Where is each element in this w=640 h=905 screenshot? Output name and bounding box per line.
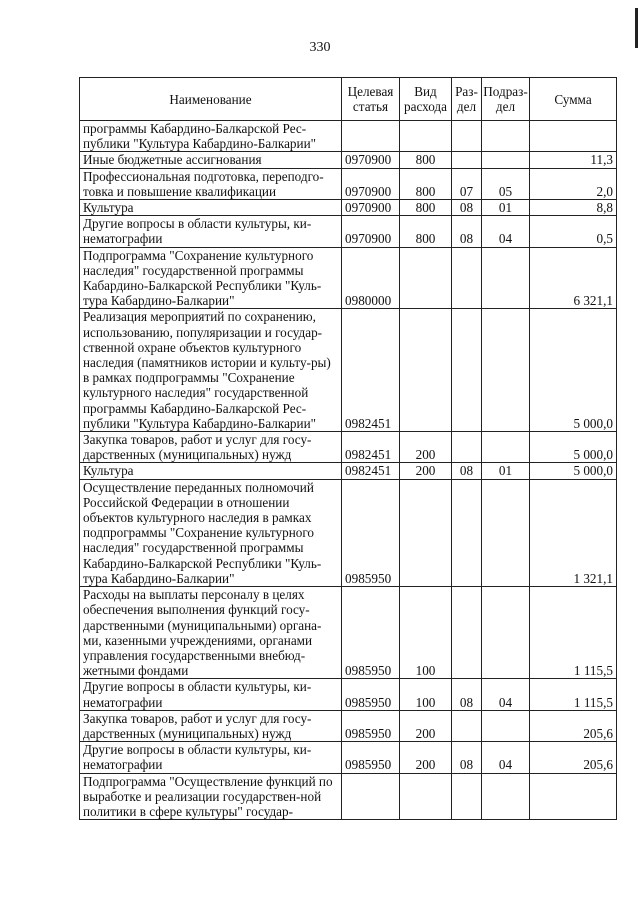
cell-section: 07 [452,168,482,199]
cell-name: Другие вопросы в области культуры, ки-нематографии [80,216,342,247]
cell-type: 200 [400,432,452,463]
cell-section: 08 [452,200,482,216]
cell-section: 08 [452,742,482,773]
header-target: Целевая статья [342,78,400,121]
header-sum: Сумма [530,78,617,121]
cell-target: 0985950 [342,742,400,773]
cell-subsection: 01 [482,463,530,479]
cell-target: 0985950 [342,479,400,586]
cell-sum: 5 000,0 [530,432,617,463]
cell-section: 08 [452,679,482,710]
table-row [80,587,617,679]
cell-type: 200 [400,463,452,479]
table-row [80,152,617,168]
cell-subsection: 04 [482,216,530,247]
cell-subsection [482,309,530,432]
header-name: Наименование [80,78,342,121]
cell-type [400,309,452,432]
cell-subsection [482,587,530,679]
cell-type: 800 [400,152,452,168]
table-row [80,479,617,586]
cell-name: Подпрограмма "Сохранение культурного наследия" государственной программы Кабардино-Балкарской Республики "Куль-тура Кабардино-Балкарии" [80,247,342,309]
cell-sum: 11,3 [530,152,617,168]
cell-section [452,773,482,820]
table-row [80,710,617,741]
cell-section [452,247,482,309]
cell-sum [530,121,617,152]
cell-subsection [482,432,530,463]
table-row [80,773,617,820]
table-row [80,679,617,710]
header-type: Вид расхода [400,78,452,121]
header-subsection: Подраз-дел [482,78,530,121]
table-row [80,121,617,152]
cell-type: 100 [400,587,452,679]
cell-name: Закупка товаров, работ и услуг для госу-дарственных (муниципальных) нужд [80,432,342,463]
cell-subsection [482,247,530,309]
cell-section [452,479,482,586]
cell-section [452,121,482,152]
cell-target: 0970900 [342,216,400,247]
cell-sum: 6 321,1 [530,247,617,309]
cell-sum: 1 115,5 [530,679,617,710]
cell-section [452,309,482,432]
cell-name: программы Кабардино-Балкарской Рес-публики "Культура Кабардино-Балкарии" [80,121,342,152]
cell-type [400,773,452,820]
table-row [80,168,617,199]
cell-name: Подпрограмма "Осуществление функций по выработке и реализации государствен-ной политики в сфере культуры" государ- [80,773,342,820]
cell-section [452,710,482,741]
cell-sum: 5 000,0 [530,463,617,479]
cell-subsection: 05 [482,168,530,199]
cell-sum: 8,8 [530,200,617,216]
cell-subsection [482,479,530,586]
table-row [80,200,617,216]
cell-sum: 1 321,1 [530,479,617,586]
cell-name: Иные бюджетные ассигнования [80,152,342,168]
cell-subsection: 04 [482,742,530,773]
cell-target: 0982451 [342,432,400,463]
cell-type: 200 [400,742,452,773]
cell-type: 800 [400,216,452,247]
table-row [80,247,617,309]
cell-section [452,152,482,168]
cell-sum: 1 115,5 [530,587,617,679]
cell-type [400,247,452,309]
page-number: 330 [309,40,331,55]
cell-sum: 2,0 [530,168,617,199]
cell-type [400,479,452,586]
cell-name: Другие вопросы в области культуры, ки-нематографии [80,742,342,773]
cell-type: 800 [400,200,452,216]
cell-type: 800 [400,168,452,199]
cell-subsection: 04 [482,679,530,710]
cell-name: Осуществление переданных полномочий Российской Федерации в отношении объектов культурного наследия в рамках подпрограммы "Сохранение культурного наследия" государственной программы Кабардино-Балкарской Республики "Куль-тура Кабардино-Балкарии" [80,479,342,586]
cell-target [342,121,400,152]
cell-target: 0970900 [342,200,400,216]
cell-section [452,432,482,463]
cell-sum: 5 000,0 [530,309,617,432]
cell-subsection [482,121,530,152]
cell-target: 0985950 [342,679,400,710]
cell-subsection [482,773,530,820]
cell-section: 08 [452,463,482,479]
cell-sum: 205,6 [530,742,617,773]
cell-type: 200 [400,710,452,741]
cell-name: Другие вопросы в области культуры, ки-нематографии [80,679,342,710]
cell-target: 0985950 [342,710,400,741]
table-row [80,216,617,247]
cell-section: 08 [452,216,482,247]
header-section: Раз-дел [452,78,482,121]
table-body [80,121,617,820]
cell-subsection [482,710,530,741]
table-row [80,742,617,773]
cell-name: Культура [80,200,342,216]
cell-type [400,121,452,152]
cell-target: 0980000 [342,247,400,309]
table-row [80,463,617,479]
table-row [80,432,617,463]
cell-name: Реализация мероприятий по сохранению, использованию, популяризации и государ-ственной охране объектов культурного наследия (памятников истории и культу-ры) в рамках подпрограммы "Сохранение культурного наследия" государственной программы Кабардино-Балкарской Рес-публики "Культура Кабардино-Балкарии" [80,309,342,432]
cell-name: Культура [80,463,342,479]
cell-target: 0970900 [342,168,400,199]
cell-sum [530,773,617,820]
cell-target: 0970900 [342,152,400,168]
cell-name: Расходы на выплаты персоналу в целях обеспечения выполнения функций госу-дарственными (муниципальными) органа-ми, казенными учреждениями, органами управления государственными внебюд-жетными фондами [80,587,342,679]
budget-table [79,77,617,820]
cell-subsection: 01 [482,200,530,216]
cell-target: 0982451 [342,309,400,432]
cell-section [452,587,482,679]
cell-sum: 0,5 [530,216,617,247]
cell-subsection [482,152,530,168]
cell-target: 0985950 [342,587,400,679]
cell-target: 0982451 [342,463,400,479]
cell-target [342,773,400,820]
cell-type: 100 [400,679,452,710]
cell-name: Профессиональная подготовка, переподго-товка и повышение квалификации [80,168,342,199]
table-header-row [80,78,617,121]
table-row [80,309,617,432]
cell-sum: 205,6 [530,710,617,741]
cell-name: Закупка товаров, работ и услуг для госу-дарственных (муниципальных) нужд [80,710,342,741]
